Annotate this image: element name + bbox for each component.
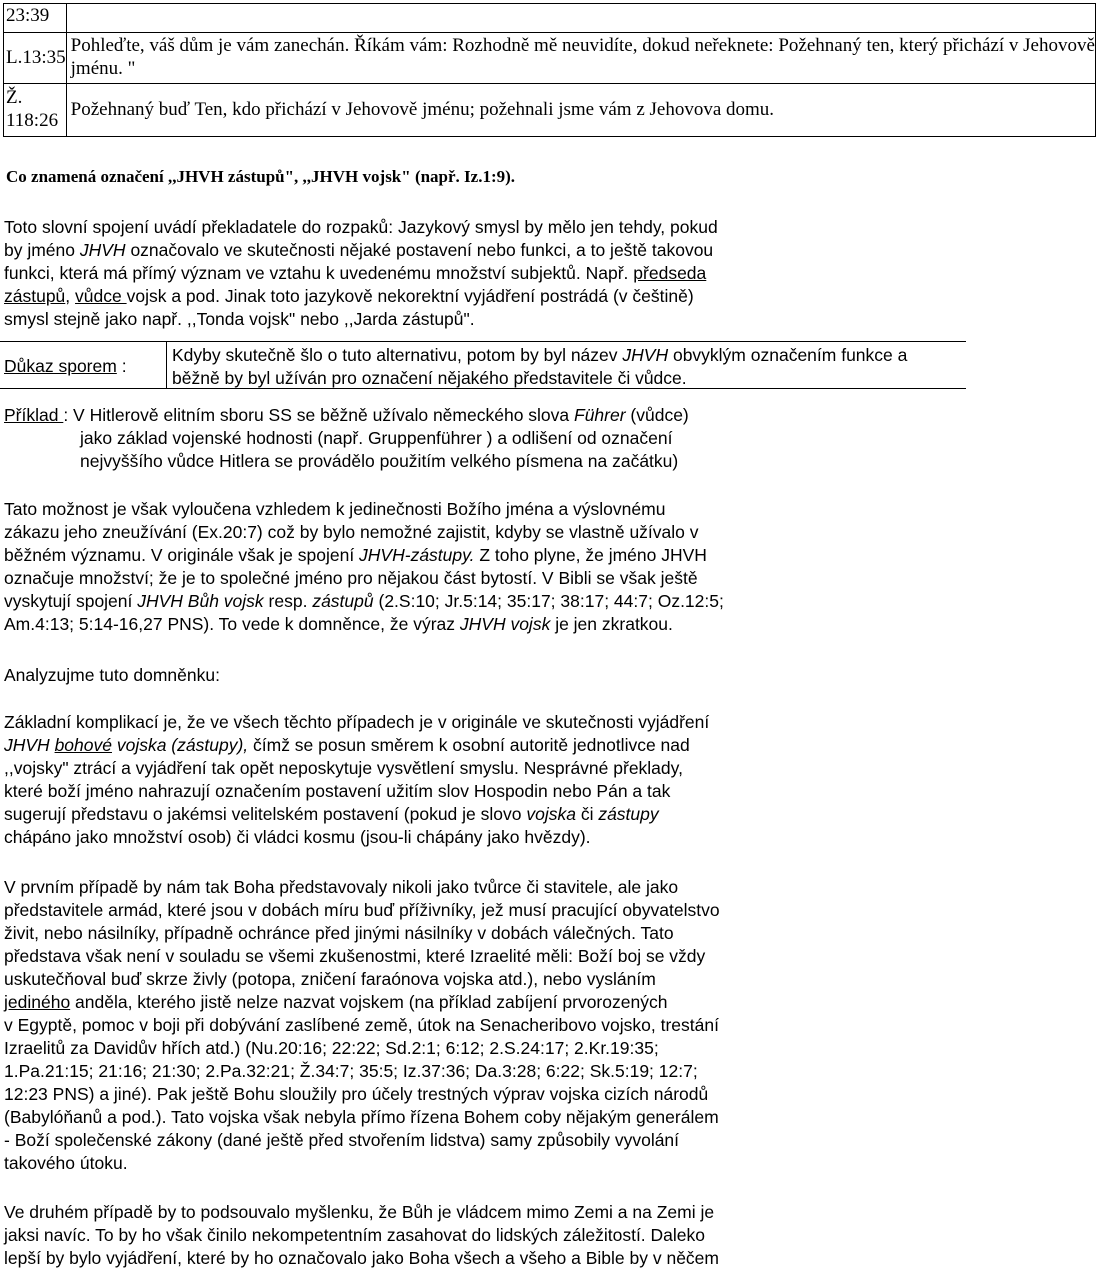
text-run: vojsk a pod. Jinak toto jazykově nekorektní vyjádření postrádá (v češtině) — [126, 286, 694, 306]
text-run-italic: JHVH vojsk — [459, 614, 551, 634]
text-run-italic: vojska — [526, 804, 576, 824]
text-line — [172, 344, 966, 367]
text-line: chápáno jako množství osob) či vládci kosmu (jsou-li chápány jako hvězdy). — [4, 827, 591, 847]
example-block — [4, 404, 964, 473]
analyze-heading — [4, 664, 964, 687]
text-run-italic-underline: bohové — [54, 735, 112, 755]
text-run: resp. — [263, 591, 313, 611]
text-line — [4, 239, 964, 262]
text-line — [4, 734, 964, 757]
text-line: jako základ vojenské hodnosti (např. Gruppenführer ) a odlišení od označení — [80, 428, 673, 448]
text-line: které boží jméno nahrazují označením postavení užitím slov Hospodin nebo Pán a tak — [4, 781, 671, 801]
text-run: běžném významu. V originále však je spojení — [4, 545, 360, 565]
text-line — [4, 544, 964, 567]
verse-ref-text: 118:26 — [6, 110, 59, 131]
text-line: Tato možnost je však vyloučena vzhledem k jedinečnosti Božího jména a výslovnému — [4, 499, 666, 519]
text-line — [4, 590, 964, 613]
paragraph-intro — [4, 216, 964, 331]
text-line — [4, 262, 964, 285]
text-line — [4, 803, 964, 826]
section-question: Co znamená označení ,,JHVH zástupů", ,,JHVH vojsk" (např. Iz.1:9). — [6, 167, 516, 186]
text-run: čímž se posun směrem k osobní autoritě jednotlivce nad — [248, 735, 690, 755]
text-line: jaksi navíc. To by ho však činilo nekompetentním zasahovat do lidských záležitostí. Daleko — [4, 1225, 705, 1245]
text-run: Kdyby skutečně šlo o tuto alternativu, potom by byl název — [172, 345, 623, 365]
text-line: 1.Pa.21:15; 21:16; 21:30; 2.Pa.32:21; Ž.34:7; 35:5; Iz.37:36; Da.3:28; 6:22; Sk.5:19; 12:7; — [4, 1061, 698, 1081]
text-line — [4, 991, 964, 1014]
text-line — [4, 613, 964, 636]
verse-text — [66, 33, 1095, 84]
text-line: lepší by bylo vyjádření, které by ho označovalo jako Boha všech a všeho a Bible by v něčem — [4, 1248, 719, 1268]
text-run-italic: zástupy — [598, 804, 659, 824]
text-run-italic: JHVH-zástupy. — [359, 545, 475, 565]
text-line — [4, 404, 964, 427]
text-run-italic: JHVH — [4, 735, 55, 755]
text-run: je jen zkratkou. — [550, 614, 673, 634]
verse-ref: 23:39 — [4, 4, 67, 33]
text-line: představitele armád, které jsou v dobách míru buď příživníky, jež musí pracující obyvatelstvo — [4, 900, 720, 920]
text-line: Izraelitů za Davidův hřích atd.) (Nu.20:16; 22:22; Sd.2:1; 6:12; 2.S.24:17; 2.Kr.19:35; — [4, 1038, 659, 1058]
text-line: smysl stejně jako např. ,,Tonda vojsk" nebo ,,Jarda zástupů". — [4, 309, 475, 329]
text-run-underline: předseda — [633, 263, 707, 283]
text-line: Základní komplikací je, že ve všech těchto případech je v originále ve skutečnosti vyjádření — [4, 712, 710, 732]
text-run: či — [575, 804, 599, 824]
text-run-italic: JHVH Bůh vojsk — [137, 591, 264, 611]
text-run-underline: zástupů — [4, 286, 66, 306]
text-line: běžně by byl užíván pro označení nějakého představitele či vůdce. — [172, 368, 687, 388]
text-line: živit, nebo násilníky, případně ochránce před jinými násilníky v dobách válečných. Tato — [4, 923, 674, 943]
verse-text — [66, 84, 1095, 137]
text-run: (2.S:10; Jr.5:14; 35:17; 38:17; 44:7; Oz.12:5; — [373, 591, 724, 611]
text-run: : V Hitlerově elitním sboru SS se běžně užívalo německého slova — [63, 405, 574, 425]
text-run: funkci, která má přímý význam ve vztahu k uvedenému množství subjektů. Např. — [4, 263, 634, 283]
text-run: sugerují představu o jakémsi velitelském postavení (pokud je slovo — [4, 804, 527, 824]
verse-table — [3, 3, 1096, 137]
example-label: Příklad — [4, 405, 64, 425]
text-line: - Boží společenské zákony (dané ještě před stvořením lidstva) samy způsobily vyvolání — [4, 1130, 680, 1150]
verse-ref — [4, 84, 67, 137]
paragraph-first-case — [4, 876, 964, 1175]
text-line: (Babylóňanů a pod.). Tato vojska však nebyla přímo řízena Bohem coby nějakým generálem — [4, 1107, 719, 1127]
paragraph-complication — [4, 711, 964, 849]
verse-row-top — [4, 4, 1096, 33]
text-line: ,,vojsky" ztrácí a vyjádření tak opět neposkytuje vysvětlení smyslu. Nesprávné překlady, — [4, 758, 683, 778]
text-run: by jméno — [4, 240, 80, 260]
text-run-underline: vůdce — [75, 286, 127, 306]
proof-label-text: Důkaz sporem — [4, 356, 117, 376]
verse-text-line: Požehnaný buď Ten, kdo přichází v Jehovově jménu; požehnali jsme vám z Jehovova domu. — [70, 99, 775, 120]
text-line: představa však není v souladu se všemi zkušenostmi, které Izraelité měli: Boží boj se vždy — [4, 946, 706, 966]
text-line: Analyzujme tuto domněnku: — [4, 665, 220, 685]
text-run: anděla, kterého jistě nelze nazvat vojskem (na příklad zabíjení prvorozených — [70, 992, 668, 1012]
verse-ref — [4, 33, 67, 84]
text-run: označovalo ve skutečnosti nějaké postavení nebo funkci, a to ještě takovou — [125, 240, 714, 260]
proof-label-suffix: : — [116, 356, 127, 376]
verse-text-line: Pohleďte, váš dům je vám zanechán. Říkám vám: Rozhodně mě neuvidíte, dokud neřeknete: Požehnaný ten, který přichází v Jehovově — [70, 35, 1095, 56]
text-run-italic: vojska (zástupy), — [111, 735, 249, 755]
text-line: zákazu jeho zneužívání (Ex.20:7) což by bylo nemožné zajistit, kdyby se vlastně užívalo v — [4, 522, 699, 542]
text-run: Z toho plyne, že jméno JHVH — [474, 545, 707, 565]
text-line: v Egyptě, pomoc v boji při dobývání zaslíbené země, útok na Senacheribovo vojsko, trestání — [4, 1015, 719, 1035]
text-run-italic: Führer — [574, 405, 626, 425]
text-run: vyskytují spojení — [4, 591, 138, 611]
text-line — [4, 285, 964, 308]
text-run: , — [65, 286, 76, 306]
paragraph-possibility — [4, 498, 964, 636]
proof-label — [4, 355, 127, 378]
text-run: (vůdce) — [625, 405, 689, 425]
text-line: nejvyššího vůdce Hitlera se provádělo použitím velkého písmena na začátku) — [80, 451, 679, 471]
verse-ref-text: Ž. — [6, 87, 23, 108]
text-run-italic: JHVH — [79, 240, 126, 260]
text-line: Ve druhém případě by to podsouvalo myšlenku, že Bůh je vládcem mimo Zemi a na Zemi je — [4, 1202, 715, 1222]
text-line: V prvním případě by nám tak Boha představovaly nikoli jako tvůrce či stavitele, ale jako — [4, 877, 679, 897]
text-line: takového útoku. — [4, 1153, 128, 1173]
text-line: 12:23 PNS) a jiné). Pak ještě Bohu sloužily pro účely trestných výprav vojska cizích národů — [4, 1084, 709, 1104]
verse-text — [66, 4, 1095, 33]
verse-row — [4, 84, 1096, 137]
proof-box — [166, 341, 966, 389]
verse-ref-text: L.13:35 — [6, 47, 66, 68]
text-run-italic: JHVH — [622, 345, 669, 365]
text-line: uskutečňoval buď skrze živly (potopa, zničení faraónova vojska atd.), nebo vysláním — [4, 969, 656, 989]
verse-row — [4, 33, 1096, 84]
text-line: Toto slovní spojení uvádí překladatele do rozpaků: Jazykový smysl by mělo jen tehdy, pokud — [4, 217, 718, 237]
paragraph-second-case — [4, 1201, 964, 1270]
text-run: obvyklým označením funkce a — [668, 345, 908, 365]
text-run-underline: jediného — [4, 992, 71, 1012]
text-run-italic: zástupů — [312, 591, 374, 611]
verse-text-line: jménu. " — [70, 58, 136, 79]
text-run: Am.4:13; 5:14-16,27 PNS). To vede k domněnce, že výraz — [4, 614, 460, 634]
text-line: označuje množství; že je to společné jméno pro nějakou část bytostí. V Bibli se však ještě — [4, 568, 698, 588]
